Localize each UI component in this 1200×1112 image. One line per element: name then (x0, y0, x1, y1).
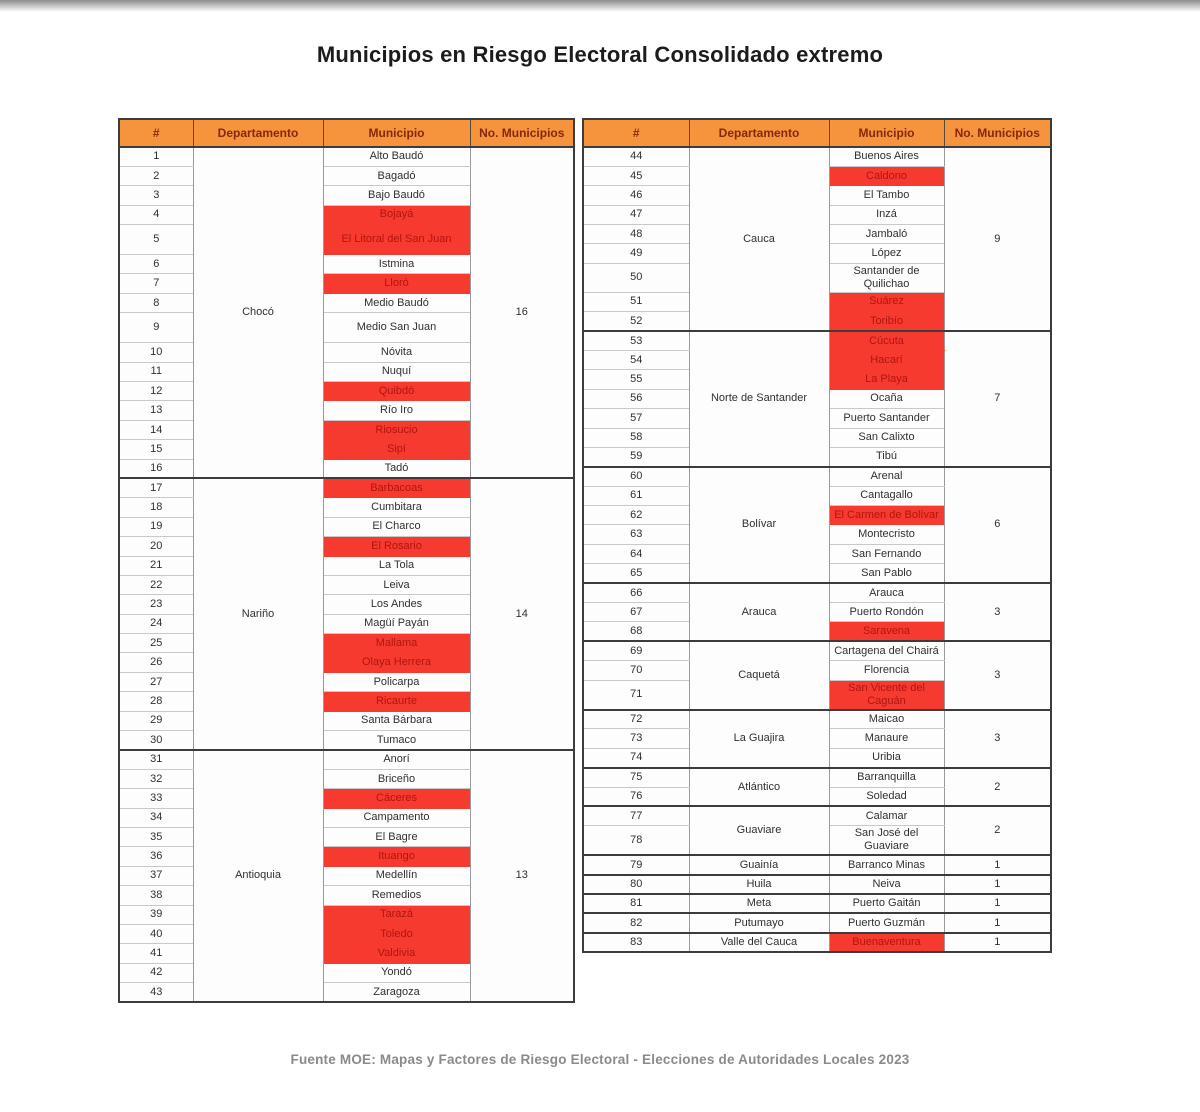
table-row (583, 641, 1051, 660)
municipio-cell: Calamar (829, 806, 944, 825)
municipio-cell: San Fernando (829, 544, 944, 563)
table-row (583, 147, 1051, 166)
row-number-cell: 31 (119, 750, 193, 769)
municipio-cell: Tibú (829, 447, 944, 466)
municipio-cell-risk: Quibdó (323, 382, 470, 401)
municipio-cell: Policarpa (323, 672, 470, 691)
municipio-cell: Barranco Minas (829, 855, 944, 874)
table-row (119, 750, 574, 769)
row-number-cell: 16 (119, 459, 193, 478)
row-number-cell: 8 (119, 293, 193, 312)
row-number-cell: 18 (119, 498, 193, 517)
municipio-cell-risk: La Playa (829, 370, 944, 389)
municipio-cell: Medellín (323, 866, 470, 885)
municipio-cell: El Tambo (829, 186, 944, 205)
row-number-cell: 9 (119, 313, 193, 343)
row-number-cell: 45 (583, 166, 689, 185)
row-number-cell: 53 (583, 331, 689, 350)
header-row (119, 119, 574, 147)
table-row (583, 467, 1051, 486)
source-note: Fuente MOE: Mapas y Factores de Riesgo Electoral - Elecciones de Autoridades Locales 2023 (290, 1052, 910, 1067)
municipio-cell: Puerto Santander (829, 409, 944, 428)
count-cell: 1 (944, 894, 1051, 913)
row-number-cell: 59 (583, 447, 689, 466)
count-cell: 9 (944, 147, 1051, 331)
row-number-cell: 71 (583, 680, 689, 709)
municipio-cell-risk: Sipí (323, 440, 470, 459)
row-number-cell: 70 (583, 661, 689, 680)
table-row (583, 806, 1051, 825)
municipio-cell: Puerto Guzmán (829, 913, 944, 932)
row-number-cell: 69 (583, 641, 689, 660)
row-number-cell: 5 (119, 225, 193, 255)
municipio-cell: López (829, 244, 944, 263)
municipio-cell: Montecristo (829, 525, 944, 544)
row-number-cell: 35 (119, 828, 193, 847)
municipio-cell: El Bagre (323, 828, 470, 847)
row-number-cell: 48 (583, 225, 689, 244)
row-number-cell: 67 (583, 603, 689, 622)
municipio-cell: Ocaña (829, 389, 944, 408)
municipio-cell: La Tola (323, 556, 470, 575)
row-number-cell: 15 (119, 440, 193, 459)
count-cell: 2 (944, 806, 1051, 855)
count-cell: 1 (944, 855, 1051, 874)
page-title: Municipios en Riesgo Electoral Consolidado extremo (316, 42, 884, 67)
count-cell: 3 (944, 710, 1051, 768)
row-number-cell: 47 (583, 205, 689, 224)
row-number-cell: 58 (583, 428, 689, 447)
municipio-cell: Nóvita (323, 343, 470, 362)
municipio-cell: Yondó (323, 963, 470, 982)
municipio-cell: Cumbitara (323, 498, 470, 517)
table-row (583, 768, 1051, 787)
municipio-cell: Zaragoza (323, 983, 470, 1002)
municipio-cell: Nuquí (323, 362, 470, 381)
row-number-cell: 61 (583, 486, 689, 505)
row-number-cell: 22 (119, 575, 193, 594)
departamento-cell: Caquetá (689, 641, 829, 709)
municipio-cell: Florencia (829, 661, 944, 680)
table-row (583, 855, 1051, 874)
municipio-cell-risk: Hacarí (829, 350, 944, 369)
row-number-cell: 25 (119, 634, 193, 653)
row-number-cell: 75 (583, 768, 689, 787)
row-number-cell: 40 (119, 924, 193, 943)
municipio-cell: Santa Bárbara (323, 711, 470, 730)
row-number-cell: 73 (583, 729, 689, 748)
row-number-cell: 44 (583, 147, 689, 166)
row-number-cell: 33 (119, 789, 193, 808)
municipio-cell-risk: Saravena (829, 622, 944, 641)
municipio-cell-risk: Barbacoas (323, 478, 470, 497)
count-cell: 1 (944, 933, 1051, 952)
table-row (583, 875, 1051, 894)
top-shadow (0, 0, 1200, 12)
row-number-cell: 19 (119, 517, 193, 536)
municipio-cell: Bajo Baudó (323, 186, 470, 205)
row-number-cell: 62 (583, 506, 689, 525)
municipio-cell: Anorí (323, 750, 470, 769)
municipio-cell: Puerto Gaitán (829, 894, 944, 913)
count-cell: 6 (944, 467, 1051, 583)
row-number-cell: 50 (583, 263, 689, 292)
table-row (583, 583, 1051, 602)
municipio-cell: Maicao (829, 710, 944, 729)
municipio-cell-risk: Valdivia (323, 944, 470, 963)
municipio-cell-risk: Bojayá (323, 205, 470, 224)
row-number-cell: 37 (119, 866, 193, 885)
municipio-cell: Leiva (323, 575, 470, 594)
count-cell: 13 (470, 750, 574, 1002)
column-header-departamento: Departamento (689, 119, 829, 147)
row-number-cell: 57 (583, 409, 689, 428)
departamento-cell: Nariño (193, 478, 323, 749)
row-number-cell: 24 (119, 614, 193, 633)
row-number-cell: 32 (119, 769, 193, 788)
municipio-cell-risk: Caldono (829, 166, 944, 185)
municipio-cell: Bagadó (323, 166, 470, 185)
row-number-cell: 11 (119, 362, 193, 381)
column-header-municipio: Municipio (323, 119, 470, 147)
row-number-cell: 56 (583, 389, 689, 408)
municipio-cell-risk: Tarazá (323, 905, 470, 924)
municipio-cell: Inzá (829, 205, 944, 224)
row-number-cell: 74 (583, 748, 689, 767)
municipio-cell-risk: Cúcuta (829, 331, 944, 350)
municipio-cell-risk: Riosucio (323, 420, 470, 439)
row-number-cell: 64 (583, 544, 689, 563)
departamento-cell: Huila (689, 875, 829, 894)
municipio-cell-risk: Lloró (323, 274, 470, 293)
row-number-cell: 30 (119, 731, 193, 750)
row-number-cell: 78 (583, 826, 689, 855)
municipio-cell-risk: San Vicente del Caguán (829, 680, 944, 709)
row-number-cell: 14 (119, 420, 193, 439)
municipio-cell: Jambaló (829, 225, 944, 244)
municipio-cell-risk: Suárez (829, 292, 944, 311)
row-number-cell: 49 (583, 244, 689, 263)
municipio-cell: San Calixto (829, 428, 944, 447)
table-row (583, 331, 1051, 350)
count-cell: 3 (944, 583, 1051, 641)
column-header-num: # (119, 119, 193, 147)
municipio-cell: Tadó (323, 459, 470, 478)
row-number-cell: 21 (119, 556, 193, 575)
table-row (119, 478, 574, 497)
row-number-cell: 42 (119, 963, 193, 982)
row-number-cell: 41 (119, 944, 193, 963)
row-number-cell: 2 (119, 166, 193, 185)
count-cell: 16 (470, 147, 574, 478)
row-number-cell: 4 (119, 205, 193, 224)
municipio-cell: Alto Baudó (323, 147, 470, 166)
row-number-cell: 66 (583, 583, 689, 602)
table-row (583, 933, 1051, 952)
row-number-cell: 80 (583, 875, 689, 894)
row-number-cell: 13 (119, 401, 193, 420)
row-number-cell: 1 (119, 147, 193, 166)
municipio-cell: Magüí Payán (323, 614, 470, 633)
municipio-cell-risk: Ituango (323, 847, 470, 866)
count-cell: 7 (944, 331, 1051, 467)
row-number-cell: 38 (119, 886, 193, 905)
row-number-cell: 29 (119, 711, 193, 730)
count-cell: 1 (944, 875, 1051, 894)
departamento-cell: Guaviare (689, 806, 829, 855)
municipio-cell: Campamento (323, 808, 470, 827)
departamento-cell: Bolívar (689, 467, 829, 583)
departamento-cell: Chocó (193, 147, 323, 478)
municipio-cell-risk: Olaya Herrera (323, 653, 470, 672)
departamento-cell: Arauca (689, 583, 829, 641)
risk-table-left (118, 118, 575, 1003)
departamento-cell: Norte de Santander (689, 331, 829, 467)
row-number-cell: 65 (583, 564, 689, 583)
table-row (583, 913, 1051, 932)
column-header-count: No. Municipios (944, 119, 1051, 147)
municipio-cell: Briceño (323, 769, 470, 788)
municipio-cell: Medio San Juan (323, 313, 470, 343)
municipio-cell: Arauca (829, 583, 944, 602)
departamento-cell: Guainía (689, 855, 829, 874)
row-number-cell: 43 (119, 983, 193, 1002)
municipio-cell: El Charco (323, 517, 470, 536)
row-number-cell: 54 (583, 350, 689, 369)
departamento-cell: La Guajira (689, 710, 829, 768)
municipio-cell-risk: Toledo (323, 924, 470, 943)
municipio-cell: Tumaco (323, 731, 470, 750)
row-number-cell: 63 (583, 525, 689, 544)
municipio-cell: Soledad (829, 787, 944, 806)
municipio-cell: Barranquilla (829, 768, 944, 787)
row-number-cell: 79 (583, 855, 689, 874)
table-row (583, 894, 1051, 913)
municipio-cell-risk: El Carmen de Bolívar (829, 506, 944, 525)
row-number-cell: 10 (119, 343, 193, 362)
departamento-cell: Putumayo (689, 913, 829, 932)
municipio-cell: Los Andes (323, 595, 470, 614)
row-number-cell: 60 (583, 467, 689, 486)
row-number-cell: 26 (119, 653, 193, 672)
municipio-cell-risk: El Litoral del San Juan (323, 225, 470, 255)
row-number-cell: 23 (119, 595, 193, 614)
row-number-cell: 51 (583, 292, 689, 311)
departamento-cell: Valle del Cauca (689, 933, 829, 952)
row-number-cell: 68 (583, 622, 689, 641)
count-cell: 3 (944, 641, 1051, 709)
municipio-cell-risk: Ricaurte (323, 692, 470, 711)
departamento-cell: Cauca (689, 147, 829, 331)
table-row (119, 147, 574, 166)
column-header-municipio: Municipio (829, 119, 944, 147)
row-number-cell: 36 (119, 847, 193, 866)
municipio-cell: Istmina (323, 255, 470, 274)
row-number-cell: 6 (119, 255, 193, 274)
municipio-cell-risk: Toribío (829, 312, 944, 331)
row-number-cell: 34 (119, 808, 193, 827)
row-number-cell: 55 (583, 370, 689, 389)
row-number-cell: 27 (119, 672, 193, 691)
row-number-cell: 76 (583, 787, 689, 806)
column-header-departamento: Departamento (193, 119, 323, 147)
municipio-cell: Buenos Aires (829, 147, 944, 166)
municipio-cell-risk: Mallama (323, 634, 470, 653)
row-number-cell: 12 (119, 382, 193, 401)
column-header-num: # (583, 119, 689, 147)
row-number-cell: 17 (119, 478, 193, 497)
row-number-cell: 81 (583, 894, 689, 913)
municipio-cell-risk: Buenaventura (829, 933, 944, 952)
municipio-cell: Remedios (323, 886, 470, 905)
column-header-count: No. Municipios (470, 119, 574, 147)
municipio-cell: Uribia (829, 748, 944, 767)
municipio-cell: Santander de Quilichao (829, 263, 944, 292)
row-number-cell: 20 (119, 537, 193, 556)
risk-table-right (582, 118, 1052, 953)
row-number-cell: 82 (583, 913, 689, 932)
row-number-cell: 52 (583, 312, 689, 331)
municipio-cell: Cartagena del Chairá (829, 641, 944, 660)
municipio-cell: Arenal (829, 467, 944, 486)
row-number-cell: 39 (119, 905, 193, 924)
header-row (583, 119, 1051, 147)
departamento-cell: Meta (689, 894, 829, 913)
municipio-cell: Puerto Rondón (829, 603, 944, 622)
row-number-cell: 77 (583, 806, 689, 825)
municipio-cell: San José del Guaviare (829, 826, 944, 855)
municipio-cell: Cantagallo (829, 486, 944, 505)
municipio-cell: Manaure (829, 729, 944, 748)
row-number-cell: 7 (119, 274, 193, 293)
municipio-cell: San Pablo (829, 564, 944, 583)
municipio-cell: Neiva (829, 875, 944, 894)
count-cell: 14 (470, 478, 574, 749)
departamento-cell: Antioquia (193, 750, 323, 1002)
departamento-cell: Atlántico (689, 768, 829, 807)
table-row (583, 710, 1051, 729)
row-number-cell: 46 (583, 186, 689, 205)
row-number-cell: 72 (583, 710, 689, 729)
row-number-cell: 28 (119, 692, 193, 711)
count-cell: 1 (944, 913, 1051, 932)
count-cell: 2 (944, 768, 1051, 807)
municipio-cell: Río Iro (323, 401, 470, 420)
municipio-cell-risk: Cáceres (323, 789, 470, 808)
row-number-cell: 83 (583, 933, 689, 952)
municipio-cell: Medio Baudó (323, 293, 470, 312)
municipio-cell-risk: El Rosario (323, 537, 470, 556)
row-number-cell: 3 (119, 186, 193, 205)
